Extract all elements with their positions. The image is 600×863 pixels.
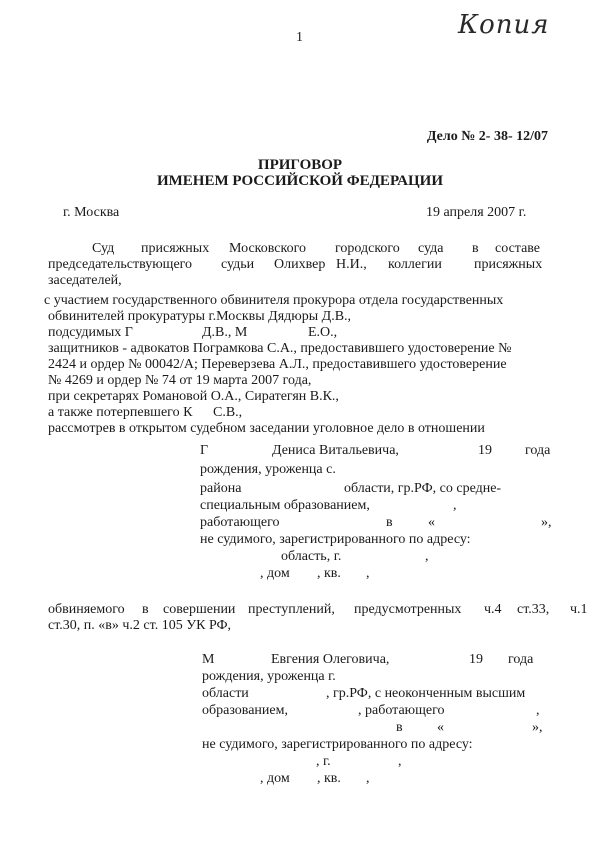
intro-line-3: заседателей,: [48, 273, 122, 288]
intro-line-8: 2424 и ордер № 00042/А; Переверзева А.Л., предоставившего удостоверение: [48, 357, 507, 372]
intro-line-5: обвинителей прокуратуры г.Москвы Дядюры Д.В.,: [48, 309, 352, 324]
city: г. Москва: [63, 205, 120, 220]
case-number: Дело № 2- 38- 12/07: [426, 129, 548, 144]
document-subtitle: ИМЕНЕМ РОССИЙСКОЙ ФЕДЕРАЦИИ: [156, 173, 444, 189]
verdict-date: 19 апреля 2007 г.: [426, 205, 527, 220]
intro-line-12: рассмотрев в открытом судебном заседании уголовное дело в отношении: [48, 421, 485, 436]
intro-line-7: защитников - адвокатов Пограмкова С.А., предоставившего удостоверение №: [48, 341, 512, 356]
intro-line-10: при секретарях Романовой О.А., Сиратегян В.К.,: [48, 389, 339, 404]
intro-line-9: № 4269 и ордер № 74 от 19 марта 2007 года,: [48, 373, 312, 388]
document-title: ПРИГОВОР: [257, 157, 343, 173]
charge-1-line-2: ст.30, п. «в» ч.2 ст. 105 УК РФ,: [48, 618, 232, 633]
intro-line-4: с участием государственного обвинителя прокурора отдела государственных: [44, 293, 504, 308]
copy-signature: Копия: [458, 10, 550, 40]
page-number: 1: [296, 30, 303, 45]
